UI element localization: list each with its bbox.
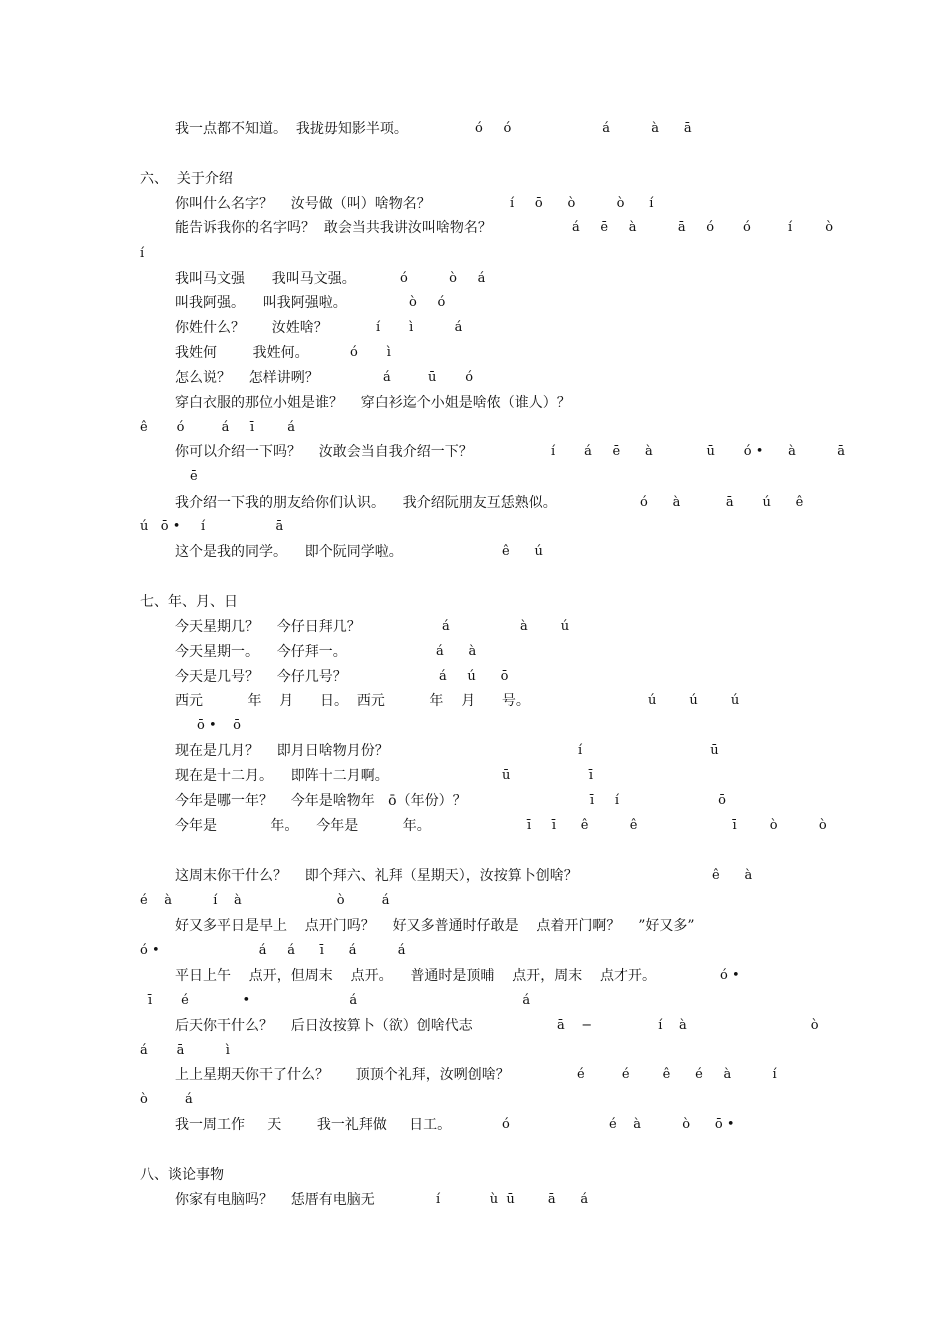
pinyin-line: ī é • á á: [148, 993, 531, 1008]
pinyin-line: ú ō • í ā: [140, 519, 284, 534]
text-line: 你叫什么名字？ 汝号做（叫）啥物名？: [175, 196, 431, 212]
pinyin-line: ō • ō: [197, 718, 241, 733]
pinyin-line: á à ú: [442, 619, 570, 634]
text-line: 今天星期一。 今仔拜一。: [175, 644, 347, 660]
text-line: 叫我阿强。 叫我阿强啦。: [175, 295, 347, 311]
pinyin-line: í: [140, 246, 145, 261]
pinyin-line: ê ó á ī á: [140, 420, 296, 435]
text-line: 这个是我的同学。 即个阮同学啦。: [175, 544, 403, 560]
pinyin-line: ó ó á à ā: [475, 121, 692, 136]
pinyin-line: é é ê é à í: [577, 1067, 777, 1082]
pinyin-line: í ū: [578, 743, 719, 758]
pinyin-line: á ū ó: [383, 370, 474, 385]
text-line: 平日上午 点开，但周末 点开。 普通时是顶晡 点开，周末 点才开。: [175, 968, 657, 984]
pinyin-line: á ā ì: [140, 1043, 230, 1058]
text-line: 今年是哪一年？ 今年是啥物年 ō（年份）？: [175, 793, 467, 809]
pinyin-line: ò á: [140, 1092, 193, 1107]
pinyin-line: í ù ū ā á: [436, 1192, 589, 1207]
pinyin-line: ó • á á ī á á: [140, 943, 406, 958]
pinyin-line: ó ì: [350, 345, 391, 360]
section-heading: 八、谈论事物: [140, 1167, 224, 1183]
pinyin-line: ó à ā ú ê: [640, 495, 804, 510]
pinyin-line: ò ó: [409, 295, 446, 310]
pinyin-line: ú ú ú: [648, 693, 740, 708]
text-line: 我叫马文强 我叫马文强。: [175, 271, 356, 287]
text-line: 你姓什么？ 汝姓啥？: [175, 320, 328, 336]
pinyin-line: í ō ò ò í: [510, 196, 654, 211]
pinyin-line: ī í ō: [590, 793, 726, 808]
text-line: 穿白衣服的那位小姐是谁？ 穿白衫迄个小姐是啥侬（谁人）？: [175, 395, 571, 411]
text-line: 好又多平日是早上 点开门吗？ 好又多普通时仔敢是 点着开门啊？ ”好又多”: [175, 918, 695, 934]
pinyin-line: í ì á: [376, 320, 463, 335]
pinyin-line: ê ú: [502, 544, 543, 559]
text-line: 你可以介绍一下吗？ 汝敢会当自我介绍一下？: [175, 444, 473, 460]
pinyin-line: ū ī: [502, 768, 594, 783]
text-line: 今天是几号？ 今仔几号？: [175, 669, 347, 685]
text-line: 今年是 年。 今年是 年。: [175, 818, 431, 834]
pinyin-line: á ē à ā ó ó í ò: [572, 220, 834, 235]
text-line: 怎么说？ 怎样讲咧？: [175, 370, 319, 386]
pinyin-line: á ú ō: [439, 669, 509, 684]
pinyin-line: ó ò á: [400, 271, 486, 286]
text-line: 这周末你干什么？ 即个拜六、礼拜（星期天），汝按算卜创啥？: [175, 868, 578, 884]
text-line: 西元 年 月 日。 西元 年 月 号。: [175, 693, 530, 709]
text-line: 现在是十二月。 即阵十二月啊。: [175, 768, 389, 784]
pinyin-line: ī ī ê ê ī ò ò: [527, 818, 827, 833]
pinyin-line: á à: [436, 644, 477, 659]
text-line: 我一点都不知道。 我拢毋知影半项。: [175, 121, 408, 137]
text-line: 我介绍一下我的朋友给你们认识。 我介绍阮朋友互恁熟似。: [175, 495, 557, 511]
text-line: 你家有电脑吗？ 恁厝有电脑无: [175, 1192, 375, 1208]
text-line: 现在是几月？ 即月日啥物月份？: [175, 743, 389, 759]
pinyin-line: í á ē à ū ó • à ā: [551, 444, 845, 459]
section-heading: 七、年、月、日: [140, 594, 238, 610]
pinyin-line: ó é à ò ō •: [502, 1117, 735, 1132]
text-line: 后天你干什么？ 后日汝按算卜（欲）创啥代志: [175, 1018, 473, 1034]
text-line: 我一周工作 天 我一礼拜做 日工。: [175, 1117, 452, 1133]
text-line: 我姓何 我姓何。: [175, 345, 309, 361]
text-line: 上上星期天你干了什么？ 顶顶个礼拜，汝咧创啥？: [175, 1067, 510, 1083]
section-heading: 六、 关于介绍: [140, 171, 233, 187]
pinyin-line: é à í à ò á: [140, 893, 390, 908]
pinyin-line: ā − í à ò: [557, 1018, 819, 1033]
text-line: 能告诉我你的名字吗？ 敢会当共我讲汝叫啥物名？: [175, 220, 492, 236]
pinyin-line: ó •: [720, 968, 740, 983]
pinyin-line: ê à: [712, 868, 753, 883]
pinyin-line: ē: [190, 469, 198, 484]
text-line: 今天星期几？ 今仔日拜几？: [175, 619, 361, 635]
